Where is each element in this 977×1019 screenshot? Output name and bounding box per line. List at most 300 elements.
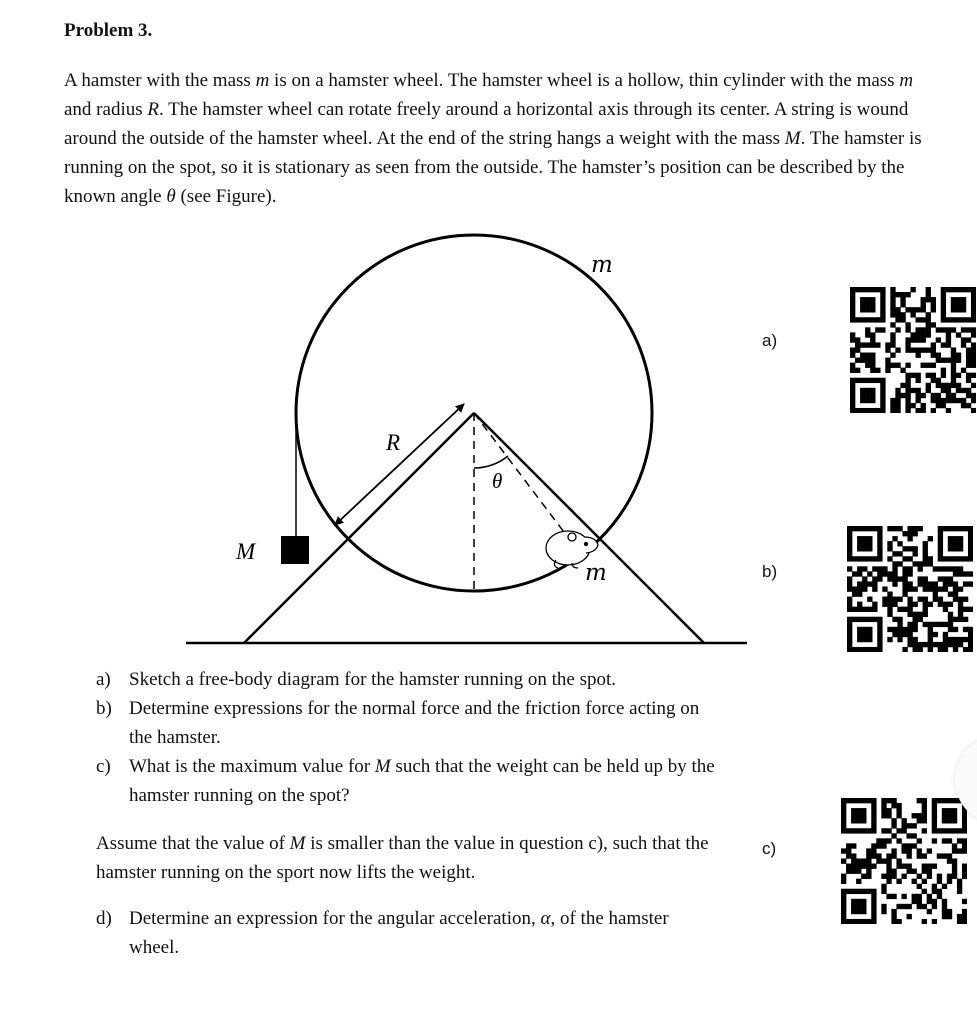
qr-module — [856, 899, 861, 904]
qr-module — [907, 637, 912, 642]
qr-module — [856, 858, 861, 863]
qr-module — [856, 808, 861, 813]
qr-module — [962, 899, 967, 904]
qr-module — [913, 602, 918, 607]
qr-module — [841, 818, 846, 823]
qr-module — [931, 297, 936, 302]
qr-module — [928, 647, 933, 652]
qr-module — [850, 353, 855, 358]
assumption-text: is smaller than the value in question c), such that the hamster running on the sport now lifts the weight. — [96, 833, 709, 883]
qr-module — [895, 312, 900, 317]
qr-module — [936, 403, 941, 408]
qr-module — [897, 622, 902, 627]
qr-module — [877, 526, 882, 531]
qr-module — [923, 612, 928, 617]
qr-module — [892, 551, 897, 556]
qr-module — [968, 607, 973, 612]
qr-module — [968, 541, 973, 546]
qr-module — [921, 408, 926, 413]
qr-module — [856, 879, 861, 884]
qr-module — [900, 393, 905, 398]
qr-module — [857, 556, 862, 561]
qr-module — [862, 546, 867, 551]
qr-module — [958, 536, 963, 541]
qr-module — [971, 332, 976, 337]
qr-module — [916, 408, 921, 413]
qr-module — [953, 571, 958, 576]
qr-module — [971, 327, 976, 332]
qr-module — [905, 398, 910, 403]
qr-module — [885, 347, 890, 352]
qr-module — [966, 373, 971, 378]
qr-module — [971, 358, 976, 363]
label-weight: M — [236, 539, 256, 564]
label-hamster-mass: m — [585, 560, 607, 586]
qr-module — [877, 617, 882, 622]
qr-module — [886, 864, 891, 869]
qr-module — [857, 627, 862, 632]
qr-module — [880, 297, 885, 302]
qr-module — [937, 798, 942, 803]
qr-module — [943, 637, 948, 642]
question-label: a) — [96, 669, 111, 690]
qr-module — [932, 838, 937, 843]
qr-module — [958, 637, 963, 642]
qr-module — [865, 378, 870, 383]
qr-module — [865, 398, 870, 403]
qr-module — [946, 332, 951, 337]
qr-module — [951, 353, 956, 358]
qr-module — [841, 828, 846, 833]
qr-module — [897, 541, 902, 546]
qr-module — [910, 403, 915, 408]
qr-module — [923, 561, 928, 566]
qr-module — [841, 904, 846, 909]
qr-module — [895, 363, 900, 368]
support-left-leg — [244, 413, 474, 643]
qr-module — [866, 919, 871, 924]
qr-module — [948, 602, 953, 607]
qr-module — [871, 798, 876, 803]
qr-module — [897, 627, 902, 632]
qr-module — [882, 597, 887, 602]
qr-module — [895, 403, 900, 408]
qr-module — [912, 869, 917, 874]
qr-module — [913, 617, 918, 622]
qr-module — [850, 317, 855, 322]
qr-module — [865, 353, 870, 358]
qr-module — [907, 914, 912, 919]
math-symbol: m — [255, 70, 270, 91]
qr-module — [926, 327, 931, 332]
qr-module — [887, 627, 892, 632]
qr-module — [892, 617, 897, 622]
qr-module — [895, 398, 900, 403]
qr-module — [866, 874, 871, 879]
qr-module — [946, 408, 951, 413]
qr-module — [841, 823, 846, 828]
qr-module — [867, 597, 872, 602]
qr-module — [941, 388, 946, 393]
qr-module — [921, 317, 926, 322]
qr-module — [958, 607, 963, 612]
qr-module — [936, 383, 941, 388]
qr-module — [871, 808, 876, 813]
qr-module — [951, 368, 956, 373]
qr-module — [937, 828, 942, 833]
qr-module — [946, 342, 951, 347]
qr-module — [931, 302, 936, 307]
qr-module — [963, 607, 968, 612]
qr-module — [867, 541, 872, 546]
qr-module — [881, 813, 886, 818]
qr-module — [847, 566, 852, 571]
qr-module — [942, 853, 947, 858]
qr-module — [951, 297, 956, 302]
qr-module — [901, 874, 906, 879]
qr-module — [962, 874, 967, 879]
intro-text: is on a hamster wheel. The hamster wheel is a hollow, thin cylinder with the mass — [269, 70, 900, 91]
qr-module — [926, 388, 931, 393]
qr-module — [907, 526, 912, 531]
qr-module — [850, 312, 855, 317]
qr-module — [892, 597, 897, 602]
qr-module — [862, 566, 867, 571]
qr-module — [905, 408, 910, 413]
qr-module — [942, 899, 947, 904]
qr-module — [850, 347, 855, 352]
qr-module — [921, 307, 926, 312]
qr-module — [928, 627, 933, 632]
qr-module — [856, 828, 861, 833]
qr-module — [897, 617, 902, 622]
qr-module — [953, 647, 958, 652]
qr-module — [907, 531, 912, 536]
qr-module — [942, 813, 947, 818]
qr-module — [951, 373, 956, 378]
qr-module — [921, 347, 926, 352]
qr-module — [928, 637, 933, 642]
qr-module — [897, 526, 902, 531]
qr-module — [956, 302, 961, 307]
qr-module — [951, 347, 956, 352]
intro-text: . The hamster wheel can rotate freely around a horizontal axis through its center. A string is wound around the outside of the hamster wheel. At the end of the string hangs a weight with the mass — [64, 99, 909, 149]
qr-module — [895, 408, 900, 413]
qr-module — [957, 879, 962, 884]
qr-module — [902, 556, 907, 561]
qr-module — [946, 393, 951, 398]
qr-module — [850, 368, 855, 373]
qr-module — [933, 622, 938, 627]
qr-module — [850, 398, 855, 403]
questions-list-bottom — [96, 904, 716, 962]
qr-module — [871, 853, 876, 858]
qr-module — [875, 378, 880, 383]
qr-module — [941, 327, 946, 332]
qr-module — [932, 808, 937, 813]
qr-module — [857, 526, 862, 531]
qr-code-b[interactable] — [847, 526, 973, 652]
qr-module — [890, 302, 895, 307]
qr-module — [938, 576, 943, 581]
qr-module — [907, 607, 912, 612]
qr-module — [877, 647, 882, 652]
qr-module — [912, 894, 917, 899]
qr-module — [882, 566, 887, 571]
qr-module — [907, 586, 912, 591]
qr-module — [922, 808, 927, 813]
qr-module — [927, 869, 932, 874]
qr-module — [910, 388, 915, 393]
qr-module — [971, 312, 976, 317]
qr-module — [961, 403, 966, 408]
qr-module — [963, 526, 968, 531]
qr-module — [857, 617, 862, 622]
qr-module — [943, 622, 948, 627]
qr-module — [938, 602, 943, 607]
qr-module — [862, 647, 867, 652]
qr-module — [892, 581, 897, 586]
qr-module — [870, 368, 875, 373]
qr-module — [855, 287, 860, 292]
qr-module — [855, 378, 860, 383]
math-symbol: α — [540, 908, 551, 929]
qr-code-a[interactable] — [850, 287, 976, 413]
qr-module — [917, 899, 922, 904]
qr-module — [943, 586, 948, 591]
qr-module — [913, 551, 918, 556]
qr-module — [902, 586, 907, 591]
qr-module — [877, 556, 882, 561]
qr-module — [962, 818, 967, 823]
qr-module — [907, 536, 912, 541]
qr-module — [913, 561, 918, 566]
qr-module — [926, 292, 931, 297]
qr-module — [901, 894, 906, 899]
qr-module — [851, 909, 856, 914]
qr-module — [923, 576, 928, 581]
qr-module — [862, 556, 867, 561]
qr-module — [870, 393, 875, 398]
qr-module — [923, 551, 928, 556]
qr-module — [852, 592, 857, 597]
qr-module — [962, 838, 967, 843]
qr-module — [855, 317, 860, 322]
qr-module — [846, 848, 851, 853]
qr-module — [968, 556, 973, 561]
qr-module — [851, 818, 856, 823]
question-text: Determine expressions for the normal force and the friction force acting on the hamster. — [129, 698, 700, 748]
qr-module — [846, 869, 851, 874]
qr-module — [851, 869, 856, 874]
qr-label-a: a) — [762, 331, 778, 350]
radius-arrow — [335, 404, 464, 525]
qr-module — [943, 576, 948, 581]
qr-module — [865, 332, 870, 337]
math-symbol: M — [374, 756, 391, 777]
qr-module — [861, 919, 866, 924]
qr-code-c[interactable] — [841, 798, 967, 924]
qr-module — [932, 889, 937, 894]
qr-module — [958, 526, 963, 531]
qr-module — [871, 919, 876, 924]
qr-module — [871, 848, 876, 853]
qr-module — [850, 408, 855, 413]
qr-module — [946, 358, 951, 363]
qr-module — [857, 536, 862, 541]
qr-module — [941, 307, 946, 312]
qr-module — [901, 904, 906, 909]
qr-module — [932, 803, 937, 808]
qr-module — [917, 904, 922, 909]
qr-module — [918, 576, 923, 581]
math-symbol: M — [289, 833, 306, 854]
qr-module — [862, 617, 867, 622]
qr-module — [847, 526, 852, 531]
qr-module — [917, 798, 922, 803]
qr-module — [971, 287, 976, 292]
qr-module — [958, 586, 963, 591]
qr-module — [852, 526, 857, 531]
qr-module — [946, 388, 951, 393]
qr-module — [877, 566, 882, 571]
qr-module — [841, 879, 846, 884]
qr-module — [923, 586, 928, 591]
qr-module — [891, 833, 896, 838]
qr-module — [892, 576, 897, 581]
qr-module — [938, 586, 943, 591]
qr-module — [971, 373, 976, 378]
qr-label-b: b) — [762, 562, 778, 581]
qr-module — [880, 403, 885, 408]
qr-module — [865, 393, 870, 398]
qr-module — [962, 848, 967, 853]
qr-module — [880, 378, 885, 383]
qr-module — [886, 828, 891, 833]
qr-module — [951, 393, 956, 398]
qr-module — [870, 378, 875, 383]
qr-module — [867, 536, 872, 541]
qr-module — [913, 642, 918, 647]
qr-module — [881, 889, 886, 894]
qr-module — [912, 899, 917, 904]
qr-module — [923, 597, 928, 602]
qr-module — [971, 363, 976, 368]
qr-module — [881, 798, 886, 803]
qr-module — [897, 576, 902, 581]
qr-module — [916, 373, 921, 378]
qr-module — [922, 853, 927, 858]
qr-module — [905, 403, 910, 408]
qr-module — [902, 627, 907, 632]
qr-module — [862, 541, 867, 546]
qr-module — [850, 292, 855, 297]
qr-module — [963, 556, 968, 561]
qr-module — [966, 388, 971, 393]
qr-module — [890, 337, 895, 342]
qr-module — [877, 536, 882, 541]
qr-module — [910, 337, 915, 342]
qr-module — [902, 592, 907, 597]
qr-module — [886, 879, 891, 884]
qr-module — [851, 858, 856, 863]
question-text: Determine an expression for the angular acceleration, — [129, 908, 541, 929]
qr-module — [865, 287, 870, 292]
qr-module — [941, 287, 946, 292]
qr-module — [971, 347, 976, 352]
qr-module — [862, 607, 867, 612]
qr-module — [953, 642, 958, 647]
qr-module — [962, 909, 967, 914]
qr-module — [936, 398, 941, 403]
qr-module — [907, 853, 912, 858]
qr-module — [860, 307, 865, 312]
qr-module — [857, 592, 862, 597]
qr-module — [917, 853, 922, 858]
qr-module — [855, 368, 860, 373]
qr-module — [941, 368, 946, 373]
qr-module — [901, 864, 906, 869]
qr-module — [941, 342, 946, 347]
qr-module — [961, 317, 966, 322]
qr-module — [905, 292, 910, 297]
qr-module — [855, 358, 860, 363]
qr-module — [958, 546, 963, 551]
qr-module — [937, 889, 942, 894]
qr-module — [951, 358, 956, 363]
qr-module — [907, 848, 912, 853]
qr-module — [918, 581, 923, 586]
qr-module — [855, 342, 860, 347]
qr-module — [891, 894, 896, 899]
qr-module — [927, 848, 932, 853]
qr-module — [912, 833, 917, 838]
qr-module — [913, 622, 918, 627]
qr-module — [953, 627, 958, 632]
qr-module — [872, 581, 877, 586]
qr-module — [948, 536, 953, 541]
qr-module — [861, 858, 866, 863]
qr-module — [907, 566, 912, 571]
qr-module — [847, 602, 852, 607]
qr-module — [847, 586, 852, 591]
qr-module — [931, 363, 936, 368]
qr-module — [872, 556, 877, 561]
qr-module — [962, 864, 967, 869]
qr-module — [901, 818, 906, 823]
qr-module — [971, 342, 976, 347]
qr-module — [932, 813, 937, 818]
qr-module — [870, 388, 875, 393]
qr-module — [932, 818, 937, 823]
qr-module — [907, 869, 912, 874]
qr-module — [851, 808, 856, 813]
qr-module — [910, 347, 915, 352]
qr-module — [918, 566, 923, 571]
qr-module — [923, 622, 928, 627]
qr-module — [917, 813, 922, 818]
qr-module — [862, 526, 867, 531]
qr-module — [951, 363, 956, 368]
qr-module — [966, 337, 971, 342]
qr-module — [948, 617, 953, 622]
qr-module — [921, 337, 926, 342]
qr-module — [953, 566, 958, 571]
intro-text: . The hamster is running on the spot, so it is stationary as seen from the outside. The hamster’s position can be described by the known angle — [64, 128, 922, 207]
qr-module — [946, 317, 951, 322]
qr-module — [885, 342, 890, 347]
qr-module — [870, 287, 875, 292]
